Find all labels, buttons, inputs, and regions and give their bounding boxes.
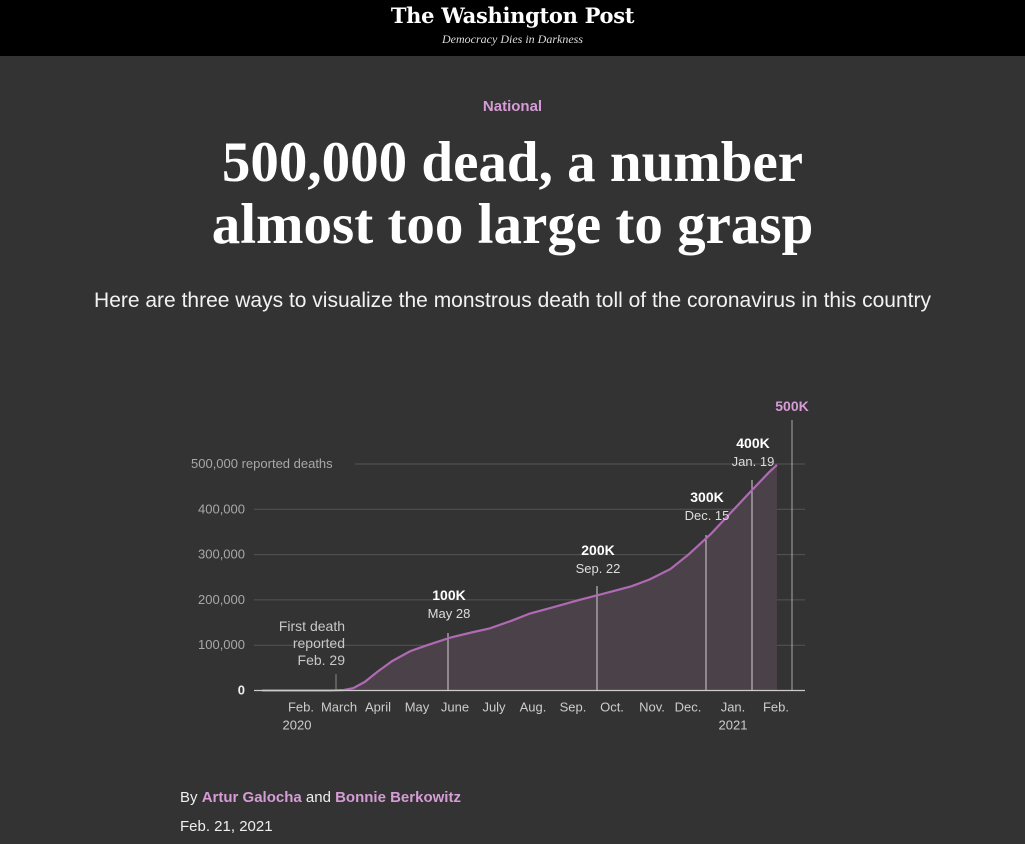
- x-tick-label: Feb.: [287, 699, 315, 715]
- milestone-value-label: 400K: [736, 435, 770, 451]
- headline-line-2: almost too large to grasp: [211, 193, 814, 256]
- 500k-value-label: 500K: [775, 398, 809, 414]
- milestone-date-label: Dec. 15: [684, 508, 730, 523]
- publish-date: Feb. 21, 2021: [180, 818, 273, 835]
- y-tick-label: 100,000: [198, 637, 245, 653]
- y-tick-label: 0: [237, 682, 245, 698]
- byline: [180, 789, 461, 806]
- article-subhead: Here are three ways to visualize the monstrous death toll of the coronavirus in this country: [94, 289, 931, 312]
- death-toll-chart: [0, 390, 1025, 745]
- byline-prefix: By: [180, 789, 198, 806]
- author-link-bonnie-berkowitz[interactable]: Bonnie Berkowitz: [335, 789, 461, 806]
- x-axis-labels: [283, 700, 789, 733]
- x-tick-label: Aug.: [519, 699, 547, 715]
- first-death-label-line3: Feb. 29: [297, 652, 345, 668]
- masthead: [0, 0, 1025, 56]
- milestone-date-label: May 28: [427, 606, 471, 621]
- milestone-date-label: Sep. 22: [575, 561, 621, 576]
- first-death-label-line1: First death: [278, 618, 345, 634]
- washington-post-logo[interactable]: The Washington Post: [390, 3, 635, 28]
- x-tick-label: Feb.: [762, 699, 790, 715]
- x-tick-year-label: 2021: [718, 717, 748, 733]
- section-kicker-link[interactable]: National: [482, 98, 543, 115]
- y-tick-label: 400,000: [198, 501, 245, 517]
- x-tick-label: Nov.: [639, 699, 665, 715]
- masthead-tagline: Democracy Dies in Darkness: [442, 32, 583, 46]
- article-headline: [0, 132, 1025, 256]
- x-tick-label: April: [364, 699, 392, 715]
- x-tick-label: Jan.: [720, 699, 746, 715]
- x-tick-label: Dec.: [674, 699, 702, 715]
- x-tick-label: May: [404, 699, 430, 715]
- x-tick-label: June: [440, 699, 470, 715]
- y-tick-label: 200,000: [198, 591, 245, 607]
- byline-and: and: [305, 789, 331, 806]
- milestone-value-label: 100K: [432, 587, 466, 603]
- first-death-label-line2: reported: [292, 635, 345, 651]
- milestone-value-label: 300K: [690, 489, 724, 505]
- x-tick-year-label: 2020: [282, 717, 312, 733]
- x-tick-label: Oct.: [600, 699, 624, 715]
- x-tick-label: July: [482, 699, 506, 715]
- x-tick-label: Sep.: [559, 699, 587, 715]
- y-axis-top-label: 500,000 reported deaths: [191, 456, 333, 471]
- milestone-date-label: Jan. 19: [731, 454, 775, 469]
- author-link-artur-galocha[interactable]: Artur Galocha: [201, 789, 302, 806]
- y-tick-label: 300,000: [198, 546, 245, 562]
- headline-line-1: 500,000 dead, a number: [221, 131, 804, 194]
- milestone-value-label: 200K: [581, 542, 615, 558]
- x-tick-label: March: [320, 699, 358, 715]
